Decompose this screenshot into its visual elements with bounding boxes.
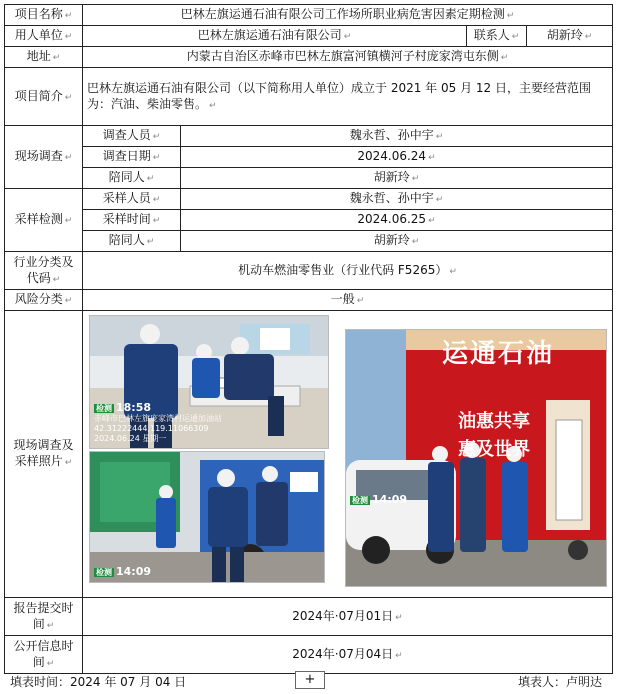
sign-char-3: 石: [498, 339, 527, 369]
label-sampling-staff: 采样人员 ↵: [83, 189, 181, 210]
label-intro: 项目简介 ↵: [5, 68, 83, 126]
value-risk: 一般 ↵: [83, 290, 613, 311]
label-address: 地址 ↵: [5, 47, 83, 68]
photo-2-stamp: [94, 567, 151, 578]
photo-area: [83, 311, 613, 598]
photo-1-time: 18:58: [116, 401, 152, 414]
photo-1-location: 赤峰市巴林左旗庞家湾村运通加油站: [94, 414, 222, 423]
value-report-date: 2024年·07月01日 ↵: [83, 598, 613, 636]
value-survey-date: 2024.06.24 ↵: [181, 147, 613, 168]
label-sampling-date: 采样时间 ↵: [83, 210, 181, 231]
photo-3-tag: 检测: [352, 496, 368, 505]
photo-gas-station: [345, 329, 607, 587]
photo-3-stamp: [350, 495, 407, 506]
photo-1-date: 2024.06.24 星期一: [94, 434, 167, 443]
label-report-date: 报告提交时间 ↵: [5, 598, 83, 636]
station-slogan: [458, 408, 530, 464]
value-contact: 胡新玲 ↵: [527, 26, 613, 47]
label-employer: 用人单位 ↵: [5, 26, 83, 47]
label-sampling: 采样检测 ↵: [5, 189, 83, 252]
sign-char-4: 油: [526, 339, 555, 369]
value-sampling-staff: 魏永哲、孙中宇 ↵: [181, 189, 613, 210]
value-employer: 巴林左旗运通石油有限公司 ↵: [83, 26, 467, 47]
station-sign: [442, 339, 602, 369]
photo-sampling: [89, 451, 325, 583]
label-industry: 行业分类及代码 ↵: [5, 252, 83, 290]
add-row-button[interactable]: +: [295, 671, 325, 689]
value-sampling-escort: 胡新玲 ↵: [181, 231, 613, 252]
value-industry: 机动车燃油零售业（行业代码 F5265） ↵: [83, 252, 613, 290]
label-publish-date: 公开信息时间 ↵: [5, 636, 83, 674]
value-address: 内蒙古自治区赤峰市巴林左旗富河镇横河子村庞家湾屯东侧 ↵: [83, 47, 613, 68]
filler: 填表人：卢明达: [517, 675, 602, 689]
value-sampling-date: 2024.06.25 ↵: [181, 210, 613, 231]
photo-1-stamp: [94, 403, 222, 444]
label-survey-staff: 调查人员 ↵: [83, 126, 181, 147]
photo-on-site-survey: [89, 315, 329, 449]
photo-sampling-scene: [90, 452, 324, 582]
photo-3-time: 14:09: [372, 493, 408, 506]
value-survey-staff: 魏永哲、孙中宇 ↵: [181, 126, 613, 147]
info-table: [4, 4, 613, 674]
label-risk: 风险分类 ↵: [5, 290, 83, 311]
value-intro: 巴林左旗运通石油有限公司（以下简称用人单位）成立于 2021 年 05 月 12 日，主要经营范围为：汽油、柴油零售。 ↵: [83, 68, 613, 126]
photo-1-tag: 检测: [96, 404, 112, 413]
sign-char-1: 运: [442, 339, 471, 369]
footer: [4, 671, 612, 691]
label-survey-date: 调查日期 ↵: [83, 147, 181, 168]
sign-char-2: 通: [470, 339, 499, 369]
fill-time: 填表时间：2024 年 07 月 04 日: [10, 675, 187, 689]
photo-2-time: 14:09: [116, 565, 152, 578]
photo-2-tag: 检测: [96, 568, 112, 577]
label-photos: 现场调查及采样照片 ↵: [5, 311, 83, 598]
label-survey-escort: 陪同人 ↵: [83, 168, 181, 189]
value-project-name: 巴林左旗运通石油有限公司工作场所职业病危害因素定期检测 ↵: [83, 5, 613, 26]
value-survey-escort: 胡新玲 ↵: [181, 168, 613, 189]
slogan-line-2: 惠及世界: [458, 439, 530, 460]
slogan-line-1: 油惠共享: [458, 411, 530, 432]
label-contact: 联系人 ↵: [467, 26, 527, 47]
photo-1-coords: 42.31222444,119.11066309: [94, 424, 209, 433]
label-project-name: 项目名称 ↵: [5, 5, 83, 26]
value-publish-date: 2024年·07月04日 ↵: [83, 636, 613, 674]
label-sampling-escort: 陪同人 ↵: [83, 231, 181, 252]
label-survey: 现场调查 ↵: [5, 126, 83, 189]
